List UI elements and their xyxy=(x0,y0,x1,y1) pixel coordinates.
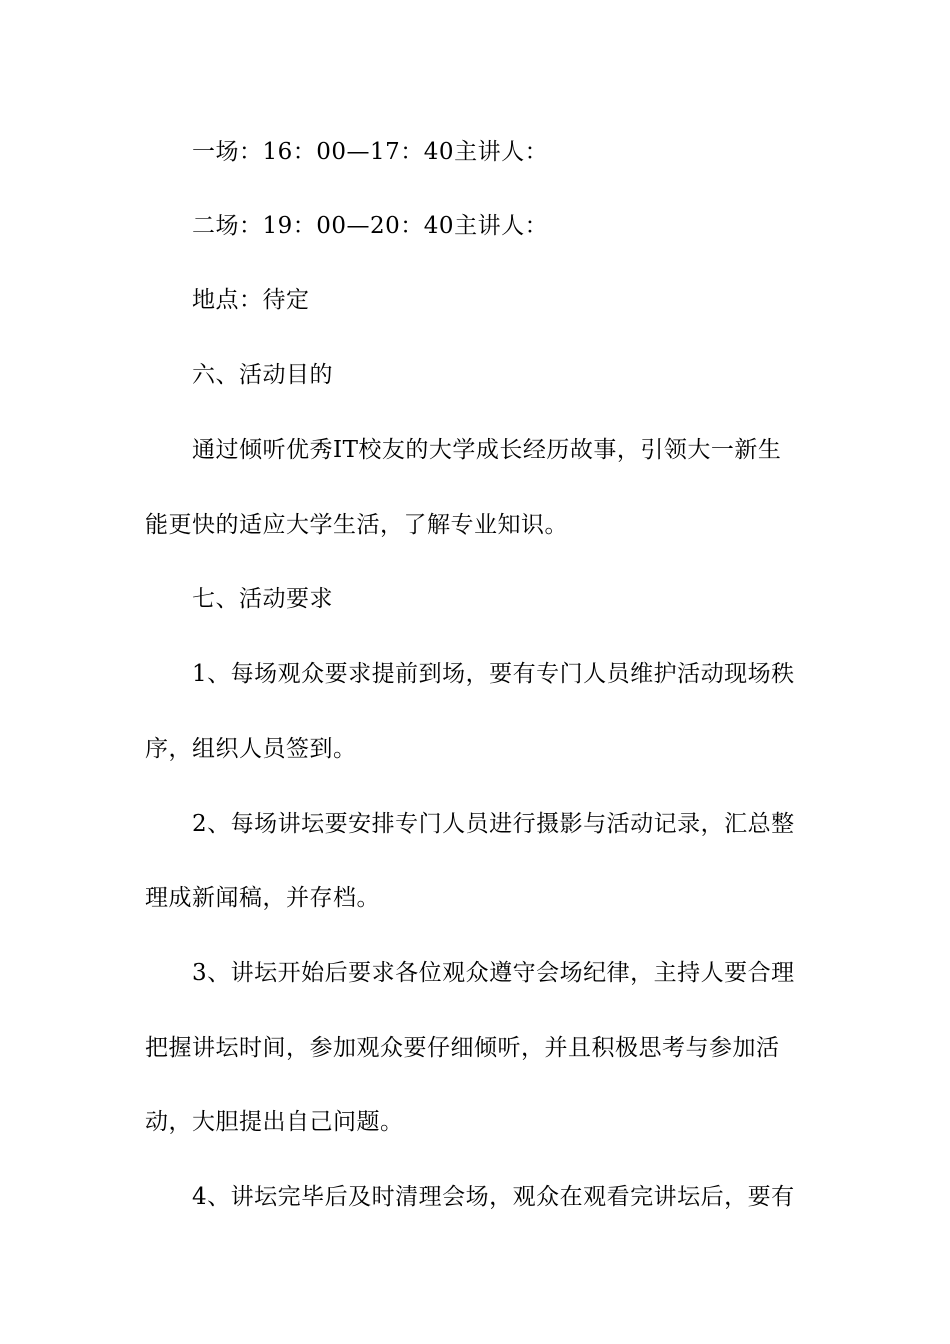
session-one-line: 一场：16：00—17：40主讲人： xyxy=(192,139,549,165)
paragraph-line: 能更快的适应大学生活，了解专业知识。 xyxy=(145,512,568,538)
section-heading-requirements: 七、活动要求 xyxy=(192,586,333,612)
session-two-line: 二场：19：00—20：40主讲人： xyxy=(192,213,549,239)
paragraph-line: 序，组织人员签到。 xyxy=(145,736,357,762)
section-heading-purpose: 六、活动目的 xyxy=(192,362,333,388)
paragraph-line: 4、讲坛完毕后及时清理会场，观众在观看完讲坛后，要有 xyxy=(192,1184,795,1210)
location-line: 地点：待定 xyxy=(192,287,310,313)
paragraph-line: 把握讲坛时间，参加观众要仔细倾听，并且积极思考与参加活 xyxy=(145,1035,780,1061)
paragraph-line: 理成新闻稿，并存档。 xyxy=(145,885,380,911)
paragraph-line: 1、每场观众要求提前到场，要有专门人员维护活动现场秩 xyxy=(192,661,795,687)
paragraph-line: 动，大胆提出自己问题。 xyxy=(145,1109,404,1135)
paragraph-line: 通过倾听优秀IT校友的大学成长经历故事，引领大一新生 xyxy=(192,437,782,463)
paragraph-line: 2、每场讲坛要安排专门人员进行摄影与活动记录，汇总整 xyxy=(192,811,795,837)
paragraph-line: 3、讲坛开始后要求各位观众遵守会场纪律，主持人要合理 xyxy=(192,960,795,986)
